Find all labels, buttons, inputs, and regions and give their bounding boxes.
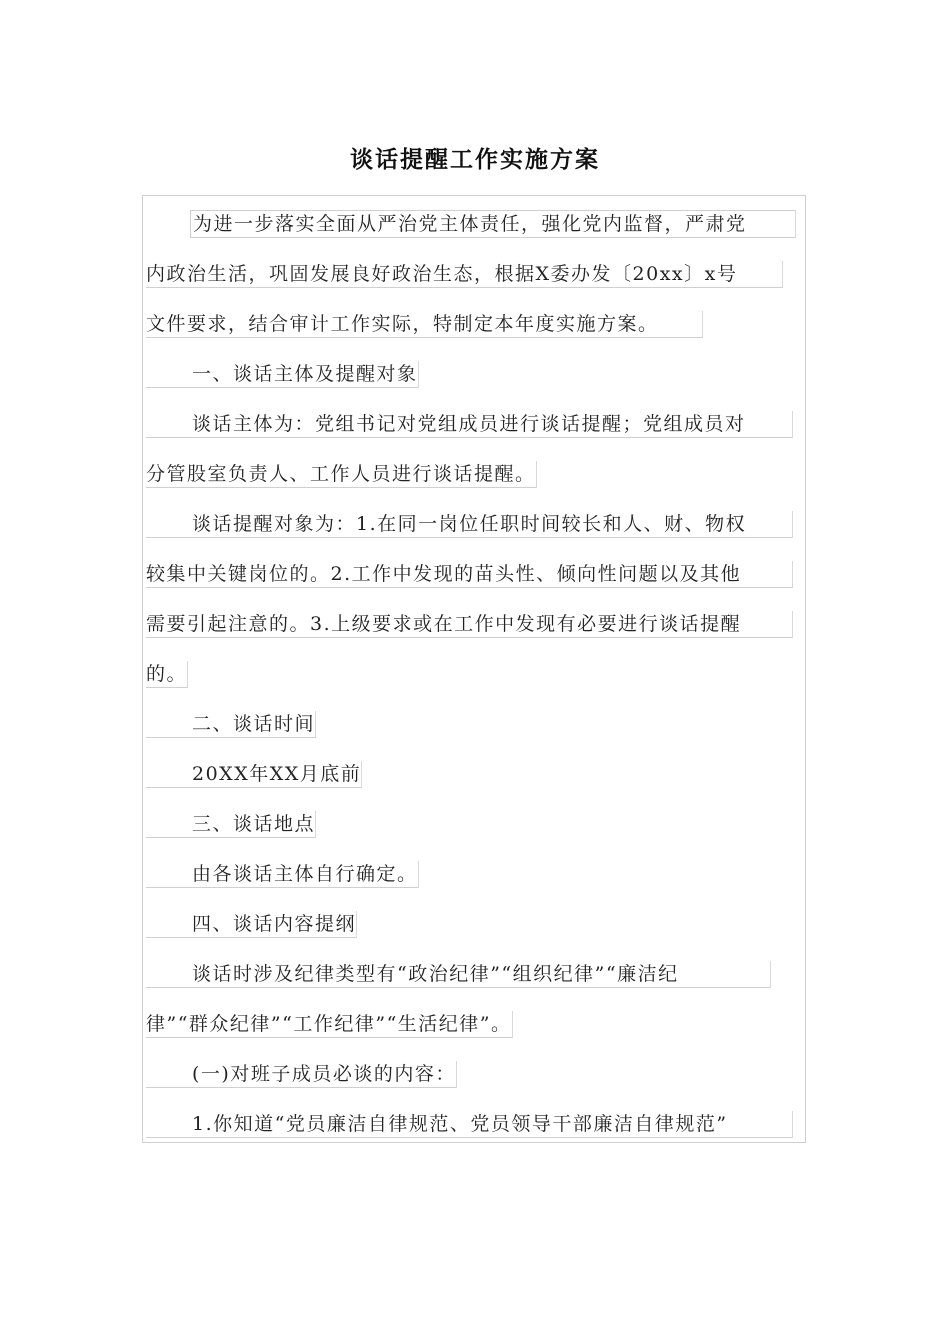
line-text: 需要引起注意的。3.上级要求或在工作中发现有必要进行谈话提醒 <box>146 611 793 638</box>
line-text: 20XX年XX月底前 <box>146 761 362 788</box>
line-text: 由各谈话主体自行确定。 <box>146 861 419 888</box>
line-text: 较集中关键岗位的。2.工作中发现的苗头性、倾向性问题以及其他 <box>146 561 793 588</box>
document-body <box>146 198 796 1148</box>
line-text: 四、谈话内容提纲 <box>146 911 357 938</box>
subsection-heading <box>146 1048 796 1098</box>
line-text: 二、谈话时间 <box>146 711 316 738</box>
paragraph-line <box>146 998 796 1048</box>
document-title: 谈话提醒工作实施方案 <box>350 146 600 173</box>
line-text: 分管股室负责人、工作人员进行谈话提醒。 <box>146 461 537 488</box>
section-heading <box>146 348 796 398</box>
section-heading <box>146 698 796 748</box>
line-text: 为进一步落实全面从严治党主体责任，强化党内监督，严肃党 <box>190 210 796 238</box>
line-text: 文件要求，结合审计工作实际，特制定本年度实施方案。 <box>146 311 703 338</box>
section-heading <box>146 798 796 848</box>
line-text: 谈话时涉及纪律类型有“政治纪律”“组织纪律”“廉洁纪 <box>146 961 771 988</box>
line-text: 一、谈话主体及提醒对象 <box>146 361 419 388</box>
paragraph-line <box>146 648 796 698</box>
paragraph-line <box>146 198 796 248</box>
line-text: (一)对班子成员必谈的内容： <box>146 1061 457 1088</box>
line-text: 谈话主体为：党组书记对党组成员进行谈话提醒；党组成员对 <box>146 411 793 438</box>
line-text: 三、谈话地点 <box>146 811 316 838</box>
line-text: 1.你知道“党员廉洁自律规范、党员领导干部廉洁自律规范” <box>146 1111 793 1138</box>
paragraph-line <box>146 498 796 548</box>
paragraph-line <box>146 948 796 998</box>
paragraph-line <box>146 848 796 898</box>
section-heading <box>146 898 796 948</box>
paragraph-line <box>146 448 796 498</box>
paragraph-line <box>146 398 796 448</box>
paragraph-line <box>146 748 796 798</box>
paragraph-line <box>146 548 796 598</box>
paragraph-line <box>146 298 796 348</box>
paragraph-line <box>146 1098 796 1148</box>
paragraph-line <box>146 598 796 648</box>
line-text: 律”“群众纪律”“工作纪律”“生活纪律”。 <box>146 1011 513 1038</box>
line-text: 的。 <box>146 661 188 688</box>
line-text: 谈话提醒对象为：1.在同一岗位任职时间较长和人、财、物权 <box>146 511 793 538</box>
line-text: 内政治生活，巩固发展良好政治生态，根据X委办发〔20xx〕x号 <box>146 261 783 288</box>
paragraph-line <box>146 248 796 298</box>
